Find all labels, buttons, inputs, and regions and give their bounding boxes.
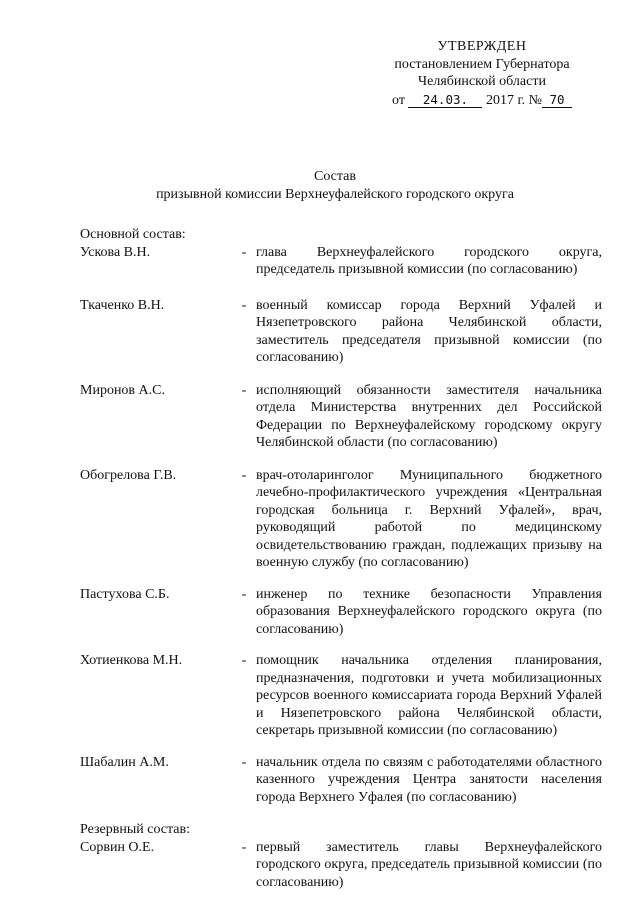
member-description: первый заместитель главы Верхнеуфалейского городского округа, председатель призывной комиссии (по согласованию)	[256, 839, 602, 890]
member-name: Пастухова С.Б.	[80, 586, 170, 602]
reserve-section-label: Резервный состав:	[80, 822, 191, 837]
member-row	[80, 586, 610, 639]
approval-number: 70	[542, 93, 572, 108]
member-dash: -	[241, 382, 247, 398]
member-row	[80, 467, 610, 572]
member-dash: -	[241, 467, 247, 483]
member-name: Шабалин А.М.	[80, 754, 169, 770]
document-title-line-1: Состав	[313, 169, 356, 184]
member-description: инженер по технике безопасности Управления образования Верхнеуфалейского городского округа (по согласованию)	[256, 586, 602, 637]
member-row	[80, 754, 610, 807]
main-section-label: Основной состав:	[80, 227, 186, 242]
document-title	[80, 168, 590, 203]
document-title-line-2: призывной комиссии Верхнеуфалейского городского округа	[156, 186, 514, 202]
member-row	[80, 382, 610, 452]
member-name: Обогрелова Г.В.	[80, 467, 177, 483]
member-dash: -	[241, 244, 247, 260]
member-row	[80, 652, 610, 740]
member-description: помощник начальника отделения планирования, предназначения, подготовки и учета мобилизационных ресурсов военного комиссариата города Верхний Уфалей и Нязепетровского района Челябинской области, секретарь призывной комиссии (по согласованию)	[256, 653, 602, 738]
member-description: глава Верхнеуфалейского городского округа, председатель призывной комиссии (по согласованию)	[256, 244, 602, 277]
member-row	[80, 297, 610, 367]
member-description: начальник отдела по связям с работодателями областного казенного учреждения Центра занятости населения города Верхнего Уфалея (по согласованию)	[256, 754, 602, 805]
member-description: военный комиссар города Верхний Уфалей и Нязепетровского района Челябинской области, заместитель председателя призывной комиссии (по согласованию)	[256, 297, 602, 365]
approval-stamp	[372, 38, 592, 109]
member-description: врач-отоларинголог Муниципального бюджетного лечебно-профилактического учреждения «Центральная городская больница г. Верхний Уфалей», врач, руководящий работой по медицинскому освидетельствованию граждан, подлежащих призыву на военную службу (по согласованию)	[256, 467, 602, 570]
approval-line-1: постановлением Губернатора	[394, 56, 570, 72]
member-dash: -	[241, 754, 247, 770]
member-name: Сорвин О.Е.	[80, 839, 155, 855]
approval-date: 24.03.	[408, 93, 482, 108]
approval-line-2: Челябинской области	[418, 74, 546, 89]
approval-title: УТВЕРЖДЕН	[437, 39, 527, 54]
member-dash: -	[241, 297, 247, 313]
member-name: Миронов А.С.	[80, 382, 165, 398]
approval-date-prefix: от	[392, 92, 405, 108]
member-name: Хотиенкова М.Н.	[80, 653, 183, 668]
approval-date-line	[372, 92, 592, 110]
member-dash: -	[241, 839, 247, 855]
member-description: исполняющий обязанности заместителя начальника отдела Министерства внутренних дел Российской Федерации по Верхнеуфалейскому городскому округу Челябинской области (по согласованию)	[256, 382, 602, 450]
member-row	[80, 839, 610, 892]
approval-year: 2017 г. №	[485, 92, 542, 108]
member-row	[80, 244, 610, 279]
member-dash: -	[241, 653, 247, 668]
member-name: Ускова В.Н.	[80, 244, 151, 260]
member-dash: -	[241, 586, 247, 602]
member-name: Ткаченко В.Н.	[80, 297, 165, 313]
commission-members	[80, 226, 610, 891]
